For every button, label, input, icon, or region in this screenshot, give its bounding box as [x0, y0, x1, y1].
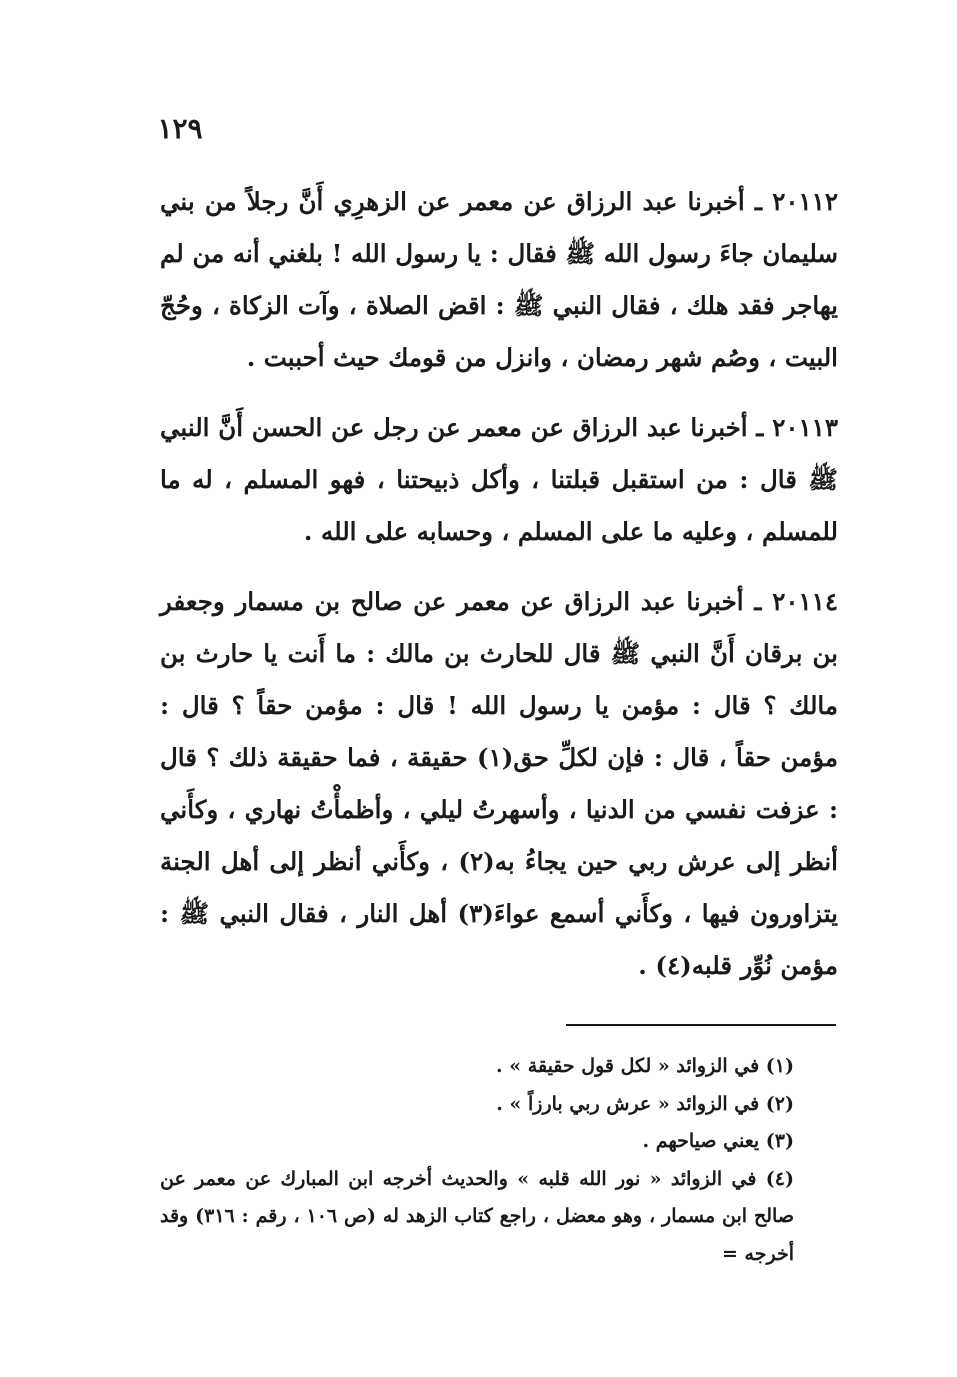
footnotes [160, 1048, 838, 1273]
footnote-2: (٢) في الزوائد « عرش ربي بارزاً » . [496, 1092, 794, 1115]
footnote-1: (١) في الزوائد « لكل قول حقيقة » . [496, 1055, 794, 1077]
page-number: ١٢٩ [157, 112, 203, 145]
hadith-20112: ٢٠١١٢ ـ أخبرنا عبد الرزاق عن معمر عن الزهرِي أَنَّ رجلاً من بني سليمان جاءَ رسول الله ﷺ فقال : يا رسول الله ! بلغني أنه من لم يهاجر فقد هلك ، فقال النبي ﷺ : اقض الصلاة ، وآت الزكاة ، وحُجّ البيت ، وصُم شهر رمضان ، وانزل من قومك حيث أحببت . [160, 187, 838, 372]
hadith-20113: ٢٠١١٣ ـ أخبرنا عبد الرزاق عن معمر عن رجل عن الحسن أَنَّ النبي ﷺ قال : من استقبل قبلتنا ، وأكل ذبيحتنا ، فهو المسلم ، له ما للمسلم ، وعليه ما على المسلم ، وحسابه على الله . [160, 413, 838, 546]
footnote-3: (٣) يعني صياحهم . [642, 1130, 794, 1152]
footnote-4: (٤) في الزوائد « نور الله قلبه » والحديث أخرجه ابن المبارك عن معمر عن صالح ابن مسمار ، وهو معضل ، راجع كتاب الزهد له (ص ١٠٦ ، رقم : ٣١٦) وقد أخرجه = [160, 1167, 794, 1265]
hadith-20114: ٢٠١١٤ ـ أخبرنا عبد الرزاق عن معمر عن صالح بن مسمار وجعفر بن برقان أَنَّ النبي ﷺ قال للحارث بن مالك : ما أَنت يا حارث بن مالك ؟ قال : مؤمن يا رسول الله ! قال : مؤمن حقاً ؟ قال : مؤمن حقاً ، قال : فإن لكلِّ حق(١) حقيقة ، فما حقيقة ذلك ؟ قال : عزفت نفسي من الدنيا ، وأسهرتُ ليلي ، وأظمأْتُ نهاري ، وكأَني أنظر إلى عرش ربي حين يجاءُ به(٢) ، وكأَني أنظر إلى أهل الجنة يتزاورون فيها ، وكأَني أسمع عواءَ(٣) أهل النار ، فقال النبي ﷺ : مؤمن نُوِّر قلبه(٤) . [160, 587, 838, 980]
footnote-separator [566, 1024, 836, 1026]
main-text [160, 176, 838, 1010]
